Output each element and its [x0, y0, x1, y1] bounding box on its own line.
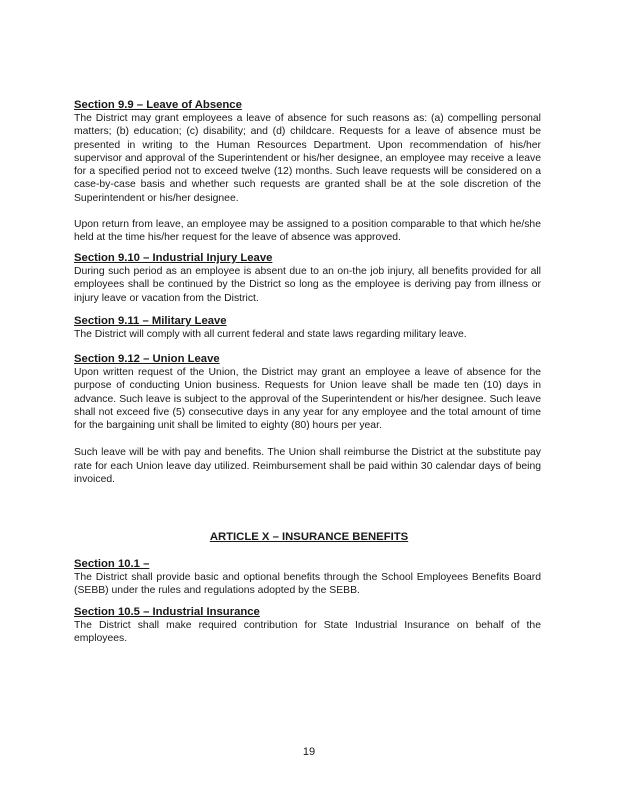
section-9-10-heading: Section 9.10 – Industrial Injury Leave — [74, 252, 273, 264]
section-10-5 — [74, 606, 541, 646]
section-10-1-paragraph-1: The District shall provide basic and optional benefits through the School Employees Benefits Board (SEBB) under the rules and regulations adopted by the SEBB. — [74, 572, 541, 597]
section-10-5-paragraph-1: The District shall make required contribution for State Industrial Insurance on behalf of the employees. — [74, 620, 541, 645]
section-9-11-heading: Section 9.11 – Military Leave — [74, 315, 227, 327]
section-10-1 — [74, 558, 541, 598]
section-10-5-heading: Section 10.5 – Industrial Insurance — [74, 606, 260, 618]
section-9-12 — [74, 353, 541, 486]
article-x-title: ARTICLE X – INSURANCE BENEFITS — [209, 531, 409, 543]
section-9-9-paragraph-2: Upon return from leave, an employee may be assigned to a position comparable to that which he/she held at the time his/her request for the leave of absence was approved. — [74, 219, 541, 244]
section-9-10 — [74, 252, 541, 305]
section-9-12-heading: Section 9.12 – Union Leave — [74, 353, 220, 365]
section-9-9-heading: Section 9.9 – Leave of Absence — [74, 99, 242, 111]
section-9-10-paragraph-1: During such period as an employee is absent due to an on-the job injury, all benefits provided for all employees shall be continued by the District so long as the employee is deriving pay from illness or injury leave or vacation from the District. — [74, 266, 541, 304]
section-9-11-paragraph-1: The District will comply with all current federal and state laws regarding military leave. — [74, 329, 467, 340]
page-number: 19 — [302, 746, 316, 758]
section-9-9-paragraph-1: The District may grant employees a leave of absence for such reasons as: (a) compelling personal matters; (b) education; (c) disability; and (d) childcare. Requests for a leave of absence must be presented in writing to the Human Resources Department. Upon recommendation of his/her supervisor and approval of the Superintendent or his/her designee, an employee may receive a leave for a specified period not to exceed twelve (12) months. Such leave requests will be considered on a case-by-case basis and whether such requests are granted shall be at the sole discretion of the Superintendent or his/her designee. — [74, 113, 541, 204]
section-9-12-paragraph-1: Upon written request of the Union, the District may grant an employee a leave of absence for the purpose of conducting Union business. Requests for Union leave shall be made ten (10) days in advance. Such leave is subject to the approval of the Superintendent or his/her designee. Such leave shall not exceed five (5) consecutive days in any year for any employee and the total amount of time for the bargaining unit shall be limited to eighty (80) hours per year. — [74, 367, 541, 432]
section-9-9 — [74, 99, 541, 245]
section-9-12-paragraph-2: Such leave will be with pay and benefits. The Union shall reimburse the District at the substitute pay rate for each Union leave day utilized. Reimbursement shall be paid within 30 calendar days of being invoiced. — [74, 447, 541, 486]
section-10-1-heading: Section 10.1 – — [74, 558, 150, 570]
section-9-11 — [74, 315, 541, 341]
